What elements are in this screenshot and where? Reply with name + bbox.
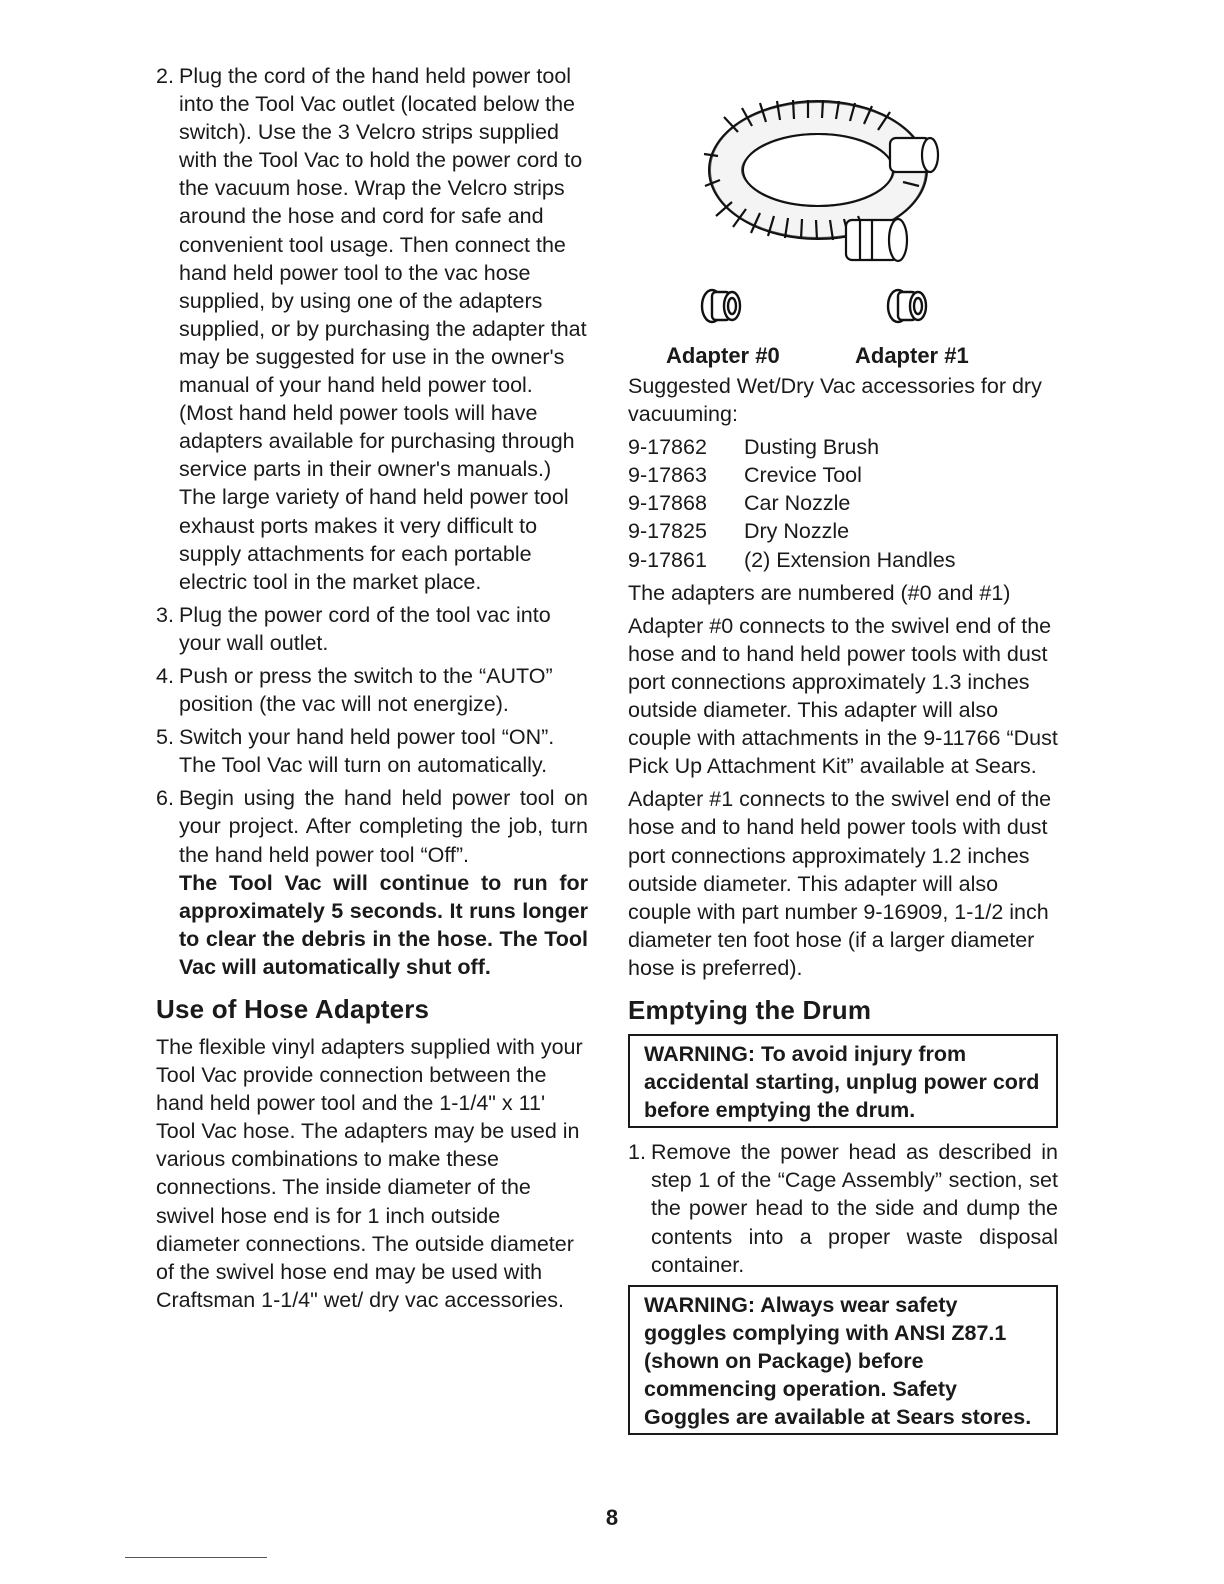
step-body	[179, 784, 588, 981]
step-text: Begin using the hand held power tool on your project. After completing the job, turn the hand held power tool “Off”.	[179, 786, 588, 867]
part-name: Crevice Tool	[744, 463, 862, 488]
step-2	[156, 62, 588, 596]
step-number: 6.	[156, 786, 174, 811]
hose-adapters-text: The flexible vinyl adapters supplied with your Tool Vac provide connection between the hand held power tool and the 1-1/4" x 11' Tool Vac hose. The adapters may be used in various combinations to make these connections. The inside diameter of the swivel hose end is for 1 inch outside diameter connections. The outside diameter of the swivel hose end may be used with Craftsman 1-1/4" wet/ dry vac accessories.	[156, 1035, 583, 1312]
emptying-step-1	[628, 1138, 1058, 1278]
emptying-drum-heading: Emptying the Drum	[628, 994, 872, 1025]
step-number: 5.	[156, 725, 174, 750]
step-number: 2.	[156, 64, 174, 88]
coiled-hose-illustration	[628, 70, 1058, 340]
adapter-1-icon	[888, 290, 926, 322]
hose-adapter-figure	[628, 70, 1058, 370]
step-5	[156, 723, 588, 779]
page-number: 8	[605, 1505, 619, 1530]
warning-box-goggles: WARNING: Always wear safety goggles complying with ANSI Z87.1 (shown on Package) before commencing operation. Safety Goggles are available at Sears stores.	[628, 1285, 1058, 1435]
table-row	[628, 433, 956, 461]
part-number: 9-17825	[628, 519, 707, 544]
table-row	[628, 546, 956, 574]
left-column	[156, 62, 588, 1319]
step-text: Plug the power cord of the tool vac into your wall outlet.	[179, 602, 551, 655]
part-name: Dusting Brush	[744, 435, 880, 460]
part-number: 9-17863	[628, 463, 707, 488]
adapter-0-label: Adapter #0	[666, 343, 780, 368]
accessories-table	[628, 433, 956, 573]
hose-adapters-heading: Use of Hose Adapters	[156, 994, 430, 1024]
table-row	[628, 517, 956, 545]
step-text: Plug the cord of the hand held power tool into the Tool Vac outlet (located below the switch). Use the 3 Velcro strips supplied with the Tool Vac to hold the power cord to the vacuum hose. Wrap the Velcro strips around the hose and cord for safe and convenient tool usage. Then connect the hand held power tool to the vac hose supplied, by using one of the adapters supplied, or by purchasing the adapter that may be suggested for use in the owner's manual of your hand held power tool. (Most hand held power tools will have adapters available for purchasing through service parts in their owner's manuals.) The large variety of hand held power tool exhaust ports makes it very difficult to supply attachments for each portable electric tool in the market place.	[179, 64, 587, 594]
step-number: 1.	[628, 1140, 646, 1165]
warning-box-unplug: WARNING: To avoid injury from accidental starting, unplug power cord before emptying the drum.	[628, 1034, 1058, 1128]
adapter-1-description: Adapter #1 connects to the swivel end of the hose and to hand held power tools with dust port connections approximately 1.2 inches outside diameter. This adapter will also couple with part number 9-16909, 1-1/2 inch diameter ten foot hose (if a larger diameter hose is preferred).	[628, 787, 1052, 980]
step-number: 3.	[156, 602, 174, 627]
part-name: (2) Extension Handles	[744, 547, 956, 572]
adapters-numbered-note: The adapters are numbered (#0 and #1)	[628, 580, 1011, 605]
adapter-0-icon	[702, 290, 740, 322]
step-emphasis: The Tool Vac will continue to run for approximately 5 seconds. It runs longer to clear the debris in the hose. The Tool Vac will automatically shut off.	[179, 870, 588, 979]
adapter-1-label: Adapter #1	[855, 343, 969, 368]
step-text: Switch your hand held power tool “ON”. The Tool Vac will turn on automatically.	[179, 725, 555, 778]
right-column	[628, 70, 1058, 1445]
step-text: Push or press the switch to the “AUTO” position (the vac will not energize).	[179, 663, 553, 717]
step-6	[156, 784, 588, 981]
part-number: 9-17861	[628, 547, 707, 572]
part-number: 9-17868	[628, 491, 707, 516]
step-number: 4.	[156, 663, 174, 688]
part-name: Dry Nozzle	[744, 519, 850, 544]
part-name: Car Nozzle	[744, 491, 851, 516]
step-text: Remove the power head as described in step 1 of the “Cage Assembly” section, set the power head to the side and dump the contents into a proper waste disposal container.	[651, 1140, 1058, 1277]
table-row	[628, 489, 956, 517]
step-3	[156, 601, 588, 657]
step-4	[156, 662, 588, 718]
footer-rule	[125, 1557, 267, 1558]
table-row	[628, 461, 956, 489]
adapter-0-description: Adapter #0 connects to the swivel end of the hose and to hand held power tools with dust port connections approximately 1.3 inches outside diameter. This adapter will also couple with attachments in the 9-11766 “Dust Pick Up Attachment Kit” available at Sears.	[628, 613, 1058, 779]
accessories-intro: Suggested Wet/Dry Vac accessories for dry vacuuming:	[628, 374, 1042, 427]
part-number: 9-17862	[628, 435, 707, 460]
